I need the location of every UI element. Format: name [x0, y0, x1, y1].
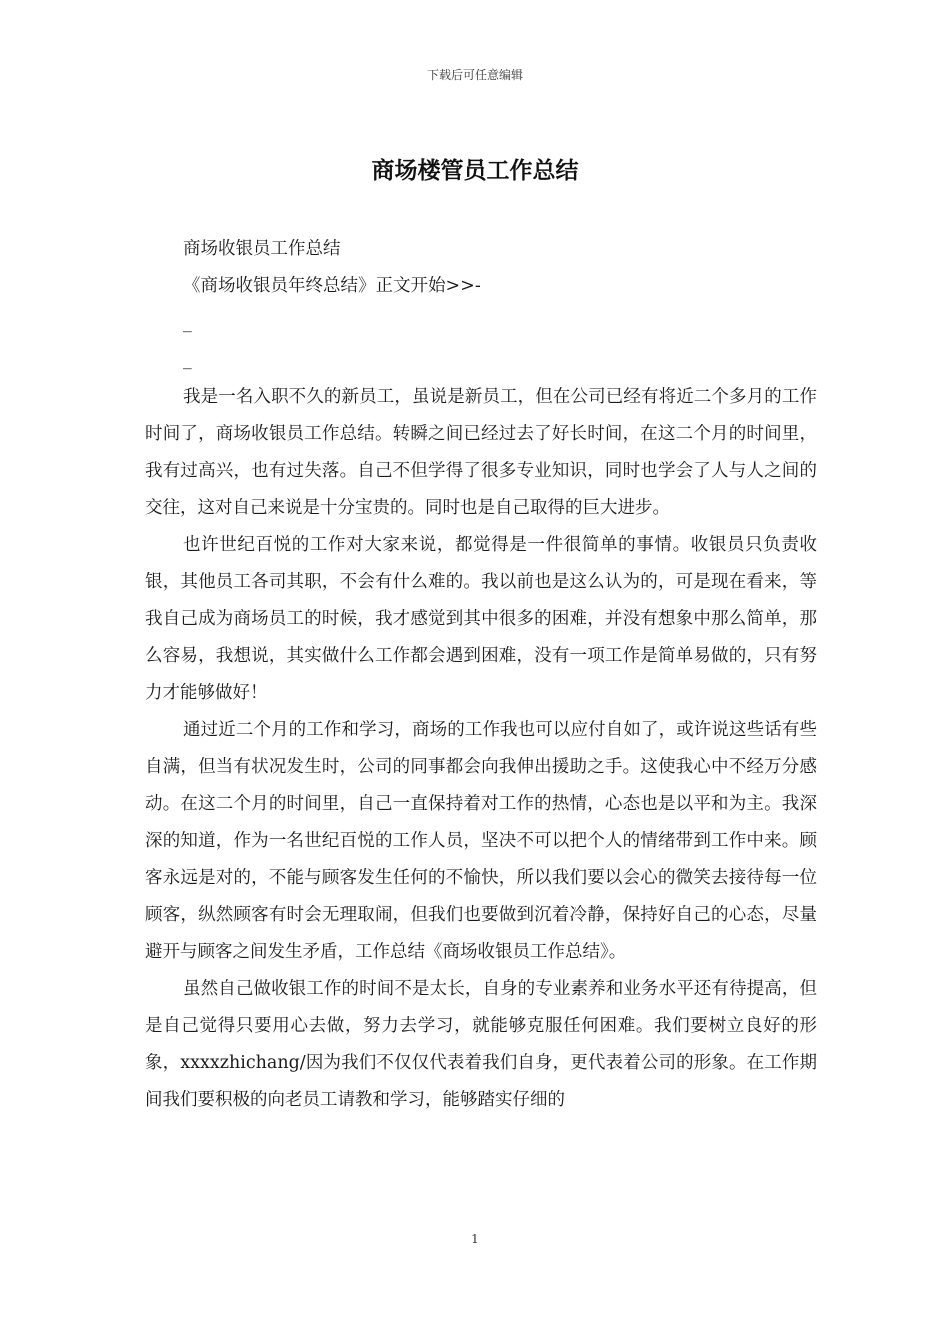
intro-line-begin: 《商场收银员年终总结》正文开始>>- — [183, 276, 481, 296]
document-title: 商场楼管员工作总结 — [371, 158, 579, 184]
body-paragraph: 我是一名入职不久的新员工，虽说是新员工，但在公司已经有将近二个多月的工作时间了，商场收银员工作总结。转瞬之间已经过去了好长时间，在这二个月的时间里，我有过高兴，也有过失落。自己不但学得了很多专业知识，同时也学会了人与人之间的交往，这对自己来说是十分宝贵的。同时也是自己取得的巨大进步。 — [145, 387, 817, 518]
intro-line-subtitle: 商场收银员工作总结 — [183, 239, 341, 259]
intro-line-separator: _ — [183, 350, 192, 370]
body-paragraph: 也许世纪百悦的工作对大家来说，都觉得是一件很简单的事情。收银员只负责收银，其他员工各司其职，不会有什么难的。我以前也是这么认为的，可是现在看来，等我自己成为商场员工的时候，我才感觉到其中很多的困难，并没有想象中那么简单，那么容易，我想说，其实做什么工作都会遇到困难，没有一项工作是简单易做的，只有努力才能够做好！ — [145, 535, 817, 703]
body-paragraph: 虽然自己做收银工作的时间不是太长，自身的专业素养和业务水平还有待提高，但是自己觉得只要用心去做，努力去学习，就能够克服任何困难。我们要树立良好的形象，xxxxzhichang/因为我们不仅仅代表着我们自身，更代表着公司的形象。在工作期间我们要积极的向老员工请教和学习，能够踏实仔细的 — [145, 979, 817, 1110]
page-header-note: 下载后可任意编辑 — [426, 68, 523, 82]
intro-line-separator: _ — [183, 313, 192, 333]
document-body — [145, 231, 817, 1119]
page-number: 1 — [471, 1232, 479, 1246]
body-paragraph: 通过近二个月的工作和学习，商场的工作我也可以应付自如了，或许说这些话有些自满，但当有状况发生时，公司的同事都会向我伸出援助之手。这使我心中不经万分感动。在这二个月的时间里，自己一直保持着对工作的热情，心态也是以平和为主。我深深的知道，作为一名世纪百悦的工作人员，坚决不可以把个人的情绪带到工作中来。顾客永远是对的，不能与顾客发生任何的不愉快，所以我们要以会心的微笑去接待每一位顾客，纵然顾客有时会无理取闹，但我们也要做到沉着冷静，保持好自己的心态，尽量避开与顾客之间发生矛盾，工作总结《商场收银员工作总结》。 — [145, 720, 817, 962]
